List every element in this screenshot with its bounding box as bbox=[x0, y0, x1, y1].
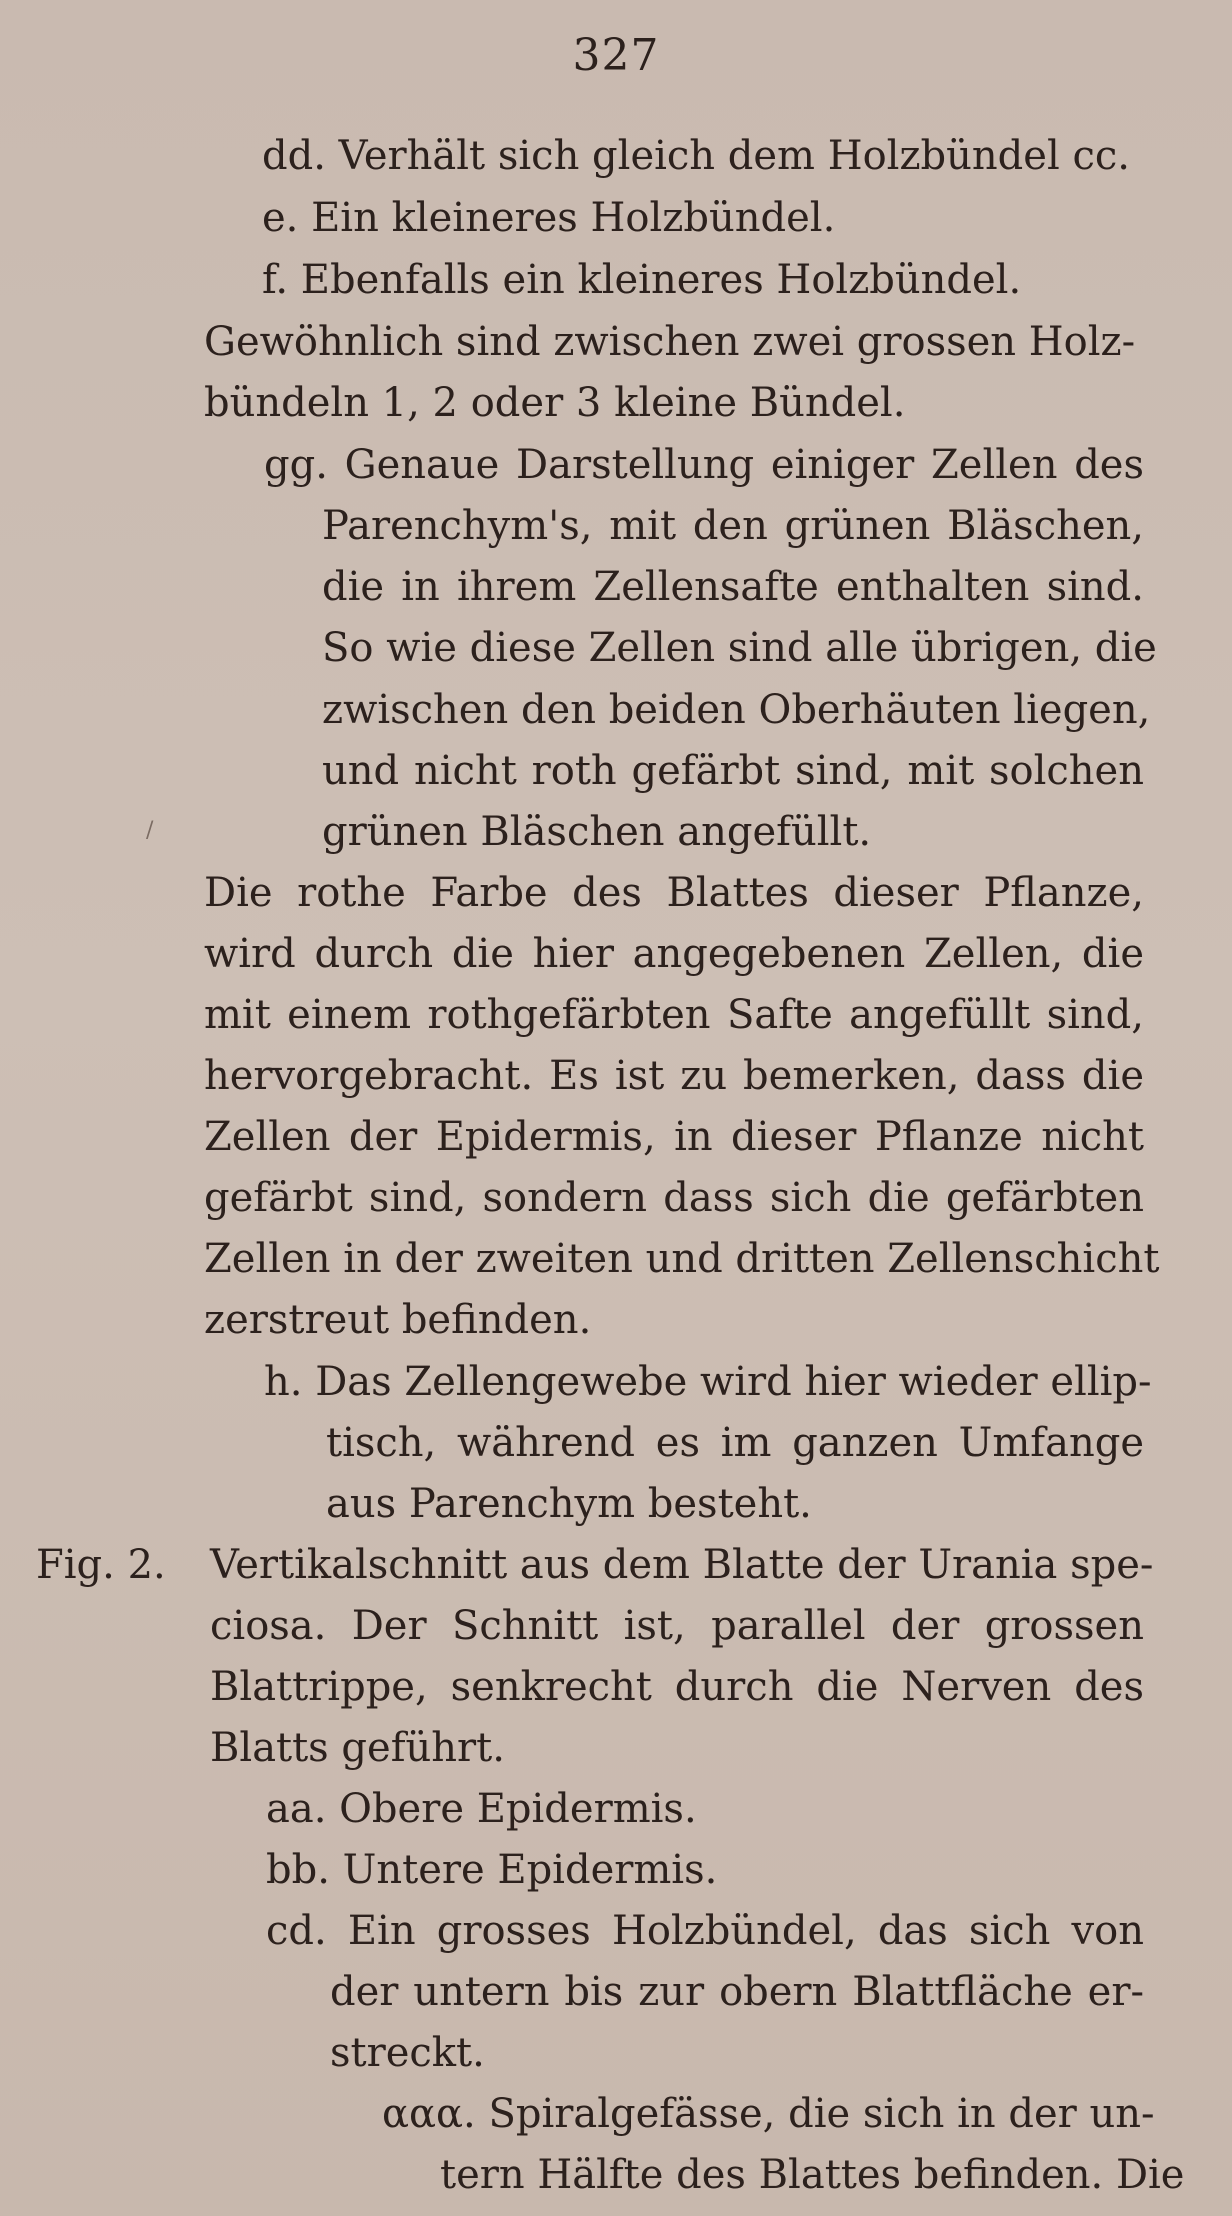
text-line: der untern bis zur obern Blattfläche er- bbox=[330, 1969, 1144, 2015]
text-line: zerstreut befinden. bbox=[204, 1297, 592, 1343]
text-line: Die rothe Farbe des Blattes dieser Pflanze, bbox=[204, 870, 1144, 916]
text-line: hervorgebracht. Es ist zu bemerken, dass die bbox=[204, 1053, 1144, 1099]
text-line: So wie diese Zellen sind alle übrigen, die bbox=[322, 625, 1157, 671]
text-line: bb. Untere Epidermis. bbox=[266, 1847, 718, 1893]
text-line: wird durch die hier angegebenen Zellen, die bbox=[204, 931, 1144, 977]
text-line: f. Ebenfalls ein kleineres Holzbündel. bbox=[262, 257, 1022, 303]
text-line: aa. Obere Epidermis. bbox=[266, 1786, 697, 1832]
text-line: h. Das Zellengewebe wird hier wieder ellip- bbox=[264, 1359, 1152, 1405]
text-line: Vertikalschnitt aus dem Blatte der Urania spe- bbox=[210, 1542, 1154, 1588]
text-line: tisch, während es im ganzen Umfange bbox=[326, 1420, 1144, 1466]
text-line: gg. Genaue Darstellung einiger Zellen des bbox=[264, 442, 1144, 488]
text-line: mit einem rothgefärbten Safte angefüllt sind, bbox=[204, 992, 1144, 1038]
text-line: Blatts geführt. bbox=[210, 1725, 505, 1771]
text-line: aus Parenchym besteht. bbox=[326, 1481, 812, 1527]
text-line: grünen Bläschen angefüllt. bbox=[322, 809, 872, 855]
text-line: cd. Ein grosses Holzbündel, das sich von bbox=[266, 1908, 1144, 1954]
text-line: dd. Verhält sich gleich dem Holzbündel cc. bbox=[262, 133, 1130, 179]
text-line: e. Ein kleineres Holzbündel. bbox=[262, 195, 836, 241]
text-line: tern Hälfte des Blattes befinden. Die bbox=[440, 2152, 1185, 2198]
text-line: ciosa. Der Schnitt ist, parallel der grossen bbox=[210, 1603, 1144, 1649]
text-line: Zellen der Epidermis, in dieser Pflanze nicht bbox=[204, 1114, 1144, 1160]
text-line: Zellen in der zweiten und dritten Zellenschicht bbox=[204, 1236, 1160, 1282]
figure-label: Fig. 2. bbox=[36, 1542, 166, 1588]
text-line: gefärbt sind, sondern dass sich die gefärbten bbox=[204, 1175, 1144, 1221]
text-line: bündeln 1, 2 oder 3 kleine Bündel. bbox=[204, 380, 906, 426]
text-line: streckt. bbox=[330, 2030, 485, 2076]
text-line: und nicht roth gefärbt sind, mit solchen bbox=[322, 748, 1144, 794]
text-line: Blattrippe, senkrecht durch die Nerven des bbox=[210, 1664, 1144, 1710]
text-line: die in ihrem Zellensafte enthalten sind. bbox=[322, 564, 1144, 610]
text-line: ααα. Spiralgefässe, die sich in der un- bbox=[382, 2091, 1155, 2137]
page-number: 327 bbox=[572, 30, 660, 81]
margin-mark: / bbox=[146, 818, 154, 843]
text-line: Parenchym's, mit den grünen Bläschen, bbox=[322, 503, 1144, 549]
text-line: zwischen den beiden Oberhäuten liegen, bbox=[322, 687, 1151, 733]
text-line: Gewöhnlich sind zwischen zwei grossen Holz- bbox=[204, 319, 1136, 365]
